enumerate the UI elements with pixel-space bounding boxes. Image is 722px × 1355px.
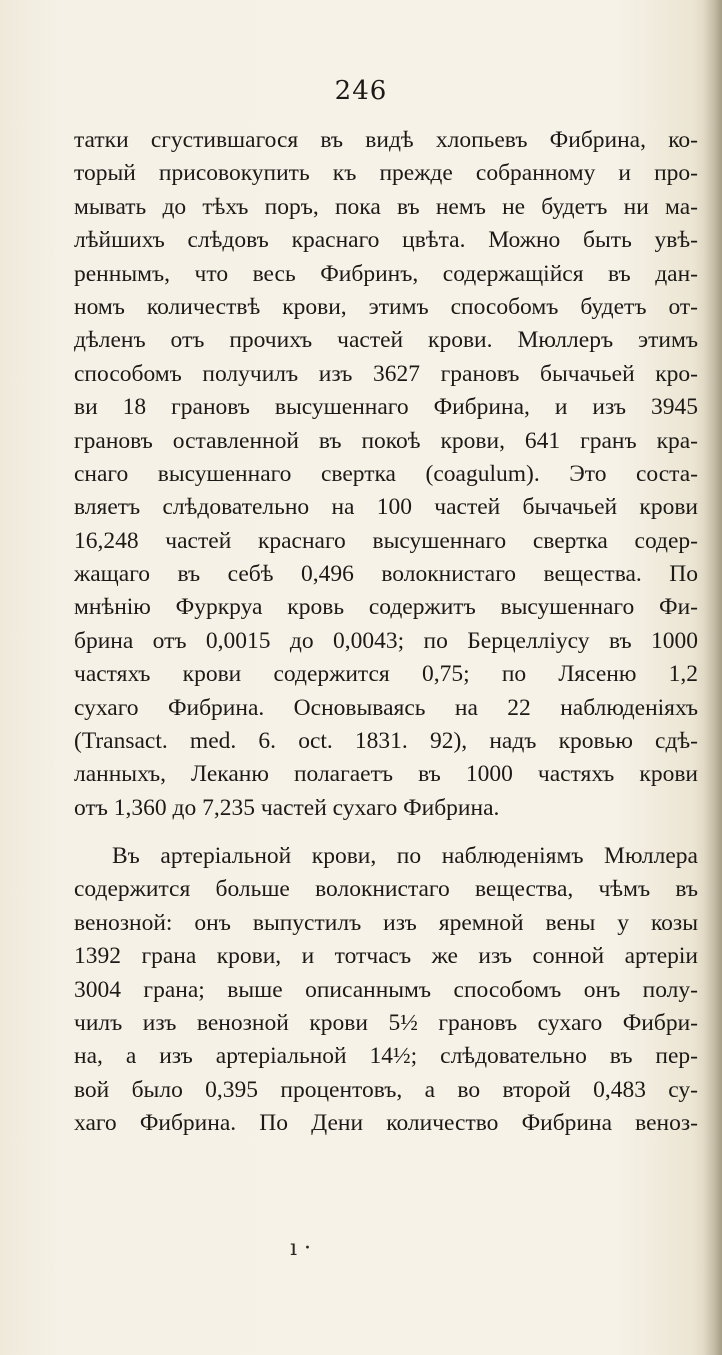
text-line: чилъ изъ венозной крови 5½ грановъ сухаго Фибри- xyxy=(74,1009,698,1036)
text-line: снаго высушеннаго свертка (coagulum). Это соста- xyxy=(74,460,698,487)
text-line: (Transact. med. 6. oct. 1831. 92), надъ кровью сдѣ- xyxy=(74,728,698,755)
paragraph-1 xyxy=(74,124,698,825)
text-line: Въ артеріальной крови, по наблюденіямъ Мюллера xyxy=(112,843,698,869)
text-line: способомъ получилъ изъ 3627 грановъ бычачьей кро- xyxy=(74,360,698,387)
text-line: реннымъ, что весь Фибринъ, содержащійся въ дан- xyxy=(74,260,698,287)
text-line: 1392 грана крови, и тотчасъ же изъ сонной артеріи xyxy=(74,943,698,970)
text-line: 3004 грана; выше описаннымъ способомъ онъ полу- xyxy=(74,976,698,1003)
page-number: 246 xyxy=(334,76,388,106)
text-line: ви 18 грановъ высушеннаго Фибрина, и изъ 3945 xyxy=(74,394,698,421)
text-line: номъ количествѣ крови, этимъ способомъ будетъ от- xyxy=(74,293,698,320)
text-line: 16,248 частей краснаго высушеннаго свертка содер- xyxy=(74,527,698,554)
bottom-mark: ı · xyxy=(290,1236,312,1261)
text-line: вляетъ слѣдовательно на 100 частей бычачьей крови xyxy=(74,494,698,521)
text-line: отъ 1,360 до 7,235 частей сухаго Фибрина. xyxy=(74,794,500,821)
page-edge-shadow xyxy=(704,0,722,1355)
text-line: венозной: онъ выпустилъ изъ яремной вены у козы xyxy=(74,909,698,936)
text-line: содержится больше волокнистаго вещества, чѣмъ въ xyxy=(74,876,698,903)
text-line: хаго Фибрина. По Дени количество Фибрина веноз- xyxy=(74,1110,698,1137)
text-line: частяхъ крови содержится 0,75; по Лясеню 1,2 xyxy=(74,661,698,688)
text-line: брина отъ 0,0015 до 0,0043; по Берцелліусу въ 1000 xyxy=(74,627,698,654)
text-line: торый присовокупить къ прежде собранному и про- xyxy=(74,160,698,187)
text-line: лѣйшихъ слѣдовъ краснаго цвѣта. Можно быть увѣ- xyxy=(74,227,698,254)
text-line: жащаго въ себѣ 0,496 волокнистаго вещества. По xyxy=(74,561,698,588)
text-line: на, а изъ артеріальной 14½; слѣдовательно въ пер- xyxy=(74,1043,698,1070)
text-line: грановъ оставленной въ покоѣ крови, 641 гранъ кра- xyxy=(74,427,698,454)
paragraph-2 xyxy=(74,840,698,1141)
text-line: мнѣнію Фуркруа кровь содержитъ высушеннаго Фи- xyxy=(74,594,698,621)
text-line: дѣленъ отъ прочихъ частей крови. Мюллеръ этимъ xyxy=(74,327,698,354)
text-line: татки сгустившагося въ видѣ хлопьевъ Фибрина, ко- xyxy=(74,127,698,153)
text-line: вой было 0,395 процентовъ, а во второй 0,483 су- xyxy=(74,1076,698,1103)
text-line: мывать до тѣхъ поръ, пока въ немъ не будетъ ни ма- xyxy=(74,193,698,220)
text-line: сухаго Фибрина. Основываясь на 22 наблюденіяхъ xyxy=(74,694,698,721)
text-line: ланныхъ, Леканю полагаетъ въ 1000 частяхъ крови xyxy=(74,761,698,788)
